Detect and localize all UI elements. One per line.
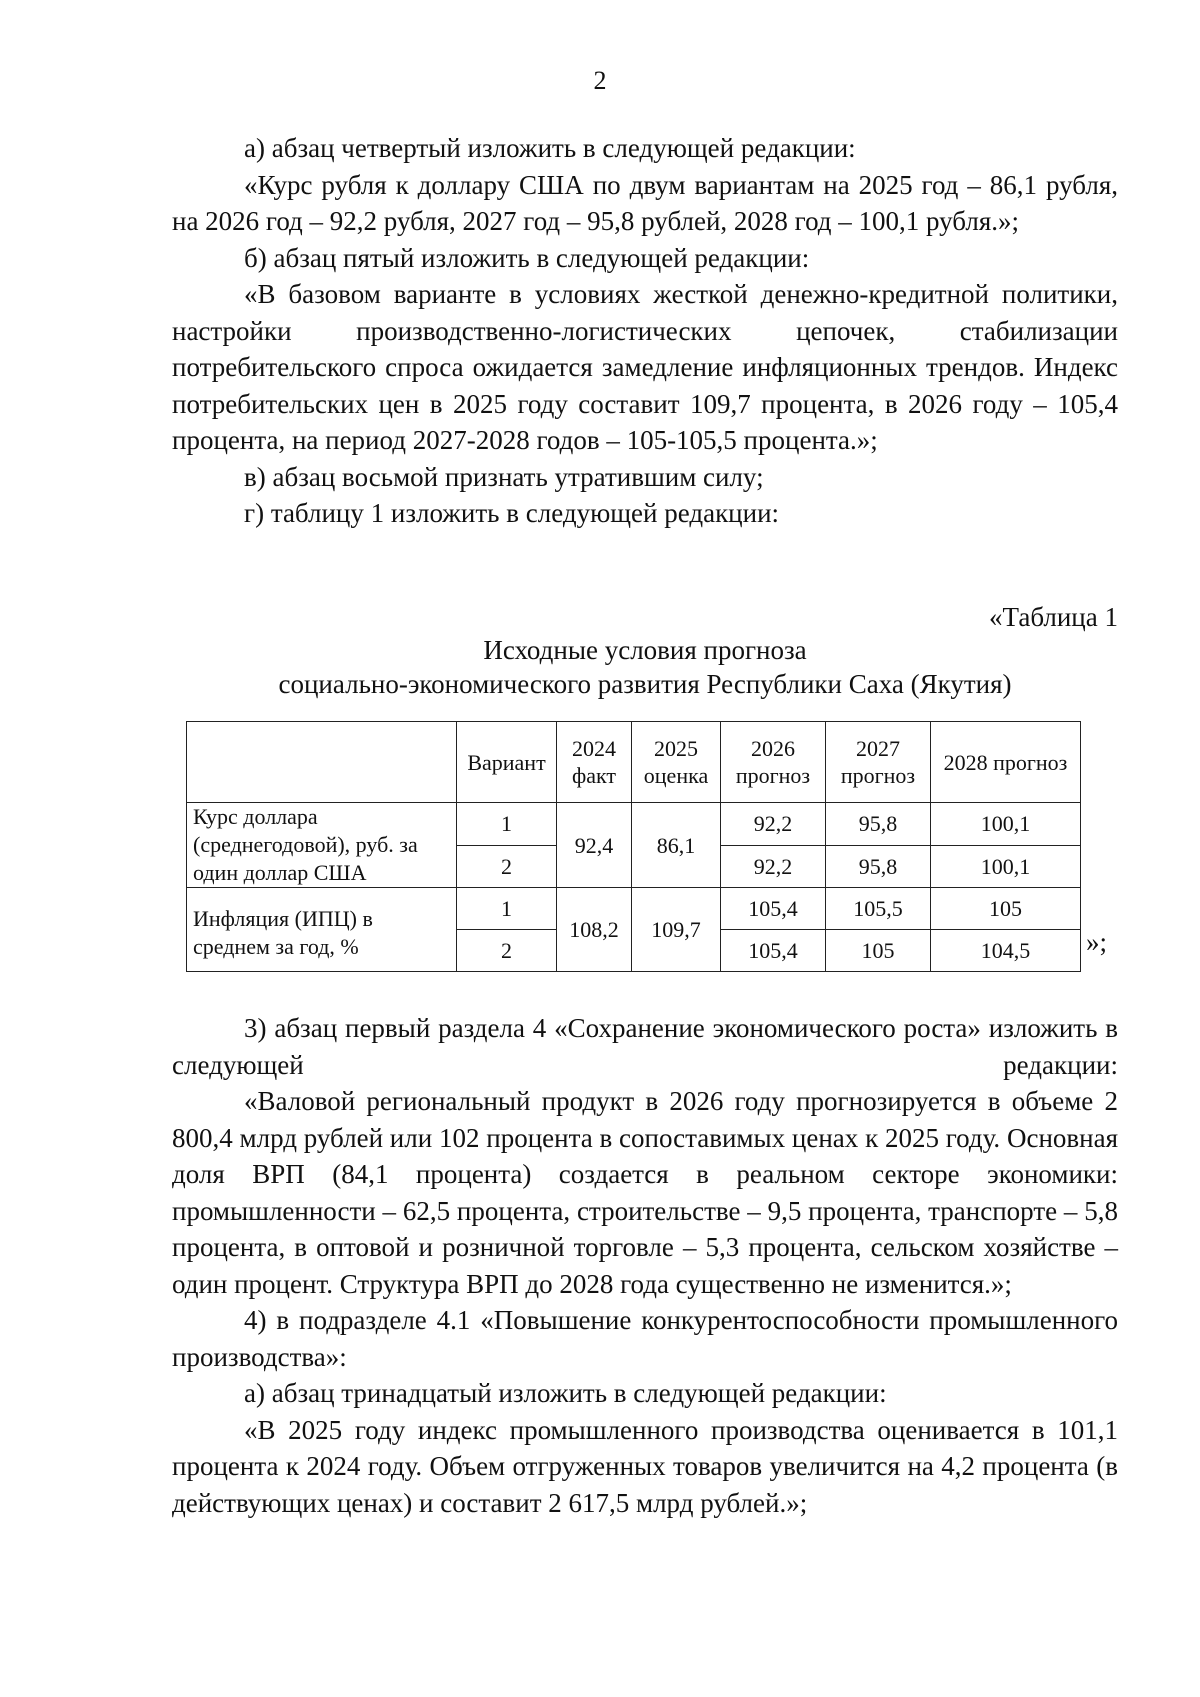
paragraph-a-fourth: а) абзац четвертый изложить в следующей редакции:: [244, 133, 856, 163]
table-closing-quote: »;: [1086, 927, 1108, 957]
cell-2026: 92,2: [721, 803, 826, 846]
cell-2028: 100,1: [931, 803, 1081, 846]
cell-2027: 105: [826, 930, 931, 972]
paragraph-section-4: 3) абзац первый раздела 4 «Сохранение экономического роста» изложить в следующей редакции:: [172, 1013, 1118, 1080]
paragraph-grp-quote: «Валовой региональный продукт в 2026 году прогнозируется в объеме 2 800,4 млрд рублей или 102 процента в сопоставимых ценах к 2025 году. Основная доля ВРП (84,1 процента) создается в реальном секторе экономики: промышленности – 62,5 процента, строительстве – 9,5 процента, транспорте – 5,8 процента, в оптовой и розничной торговле – 5,3 процента, сельском хозяйстве – один процент. Структура ВРП до 2028 года существенно не изменится.»;: [172, 1086, 1118, 1299]
header-2028: 2028 прогноз: [931, 722, 1081, 803]
cell-2027: 105,5: [826, 888, 931, 930]
table-row: [187, 888, 1081, 930]
cell-variant: 1: [457, 888, 557, 930]
paragraph-b-fifth: б) абзац пятый изложить в следующей редакции:: [244, 242, 810, 273]
table-row: [187, 803, 1081, 846]
cell-2025: 86,1: [632, 803, 721, 888]
paragraph-subsection-4-1: 4) в подразделе 4.1 «Повышение конкурентоспособности промышленного производства»:: [172, 1305, 1118, 1372]
header-2027: 2027 прогноз: [826, 722, 931, 803]
cell-2026: 92,2: [721, 845, 826, 888]
forecast-conditions-table: [186, 721, 1081, 972]
cell-2024: 108,2: [557, 888, 632, 972]
row-label-exchange-rate: Курс доллара (среднегодовой), руб. за один доллар США: [187, 803, 457, 888]
header-2024: 2024 факт: [557, 722, 632, 803]
table-title: [172, 633, 1118, 701]
cell-2028: 100,1: [931, 845, 1081, 888]
amendment-text-bottom: [172, 1010, 1118, 1521]
table-header-row: [187, 722, 1081, 803]
paragraph-a-thirteenth: а) абзац тринадцатый изложить в следующей редакции:: [244, 1378, 887, 1408]
cell-variant: 1: [457, 803, 557, 846]
cell-2028: 105: [931, 888, 1081, 930]
paragraph-v-eighth: в) абзац восьмой признать утратившим силу;: [244, 461, 764, 492]
cell-2026: 105,4: [721, 888, 826, 930]
paragraph-g-table: г) таблицу 1 изложить в следующей редакции:: [244, 498, 780, 528]
table-title-line-2: социально-экономического развития Республики Саха (Якутия): [278, 669, 1012, 699]
cell-2024: 92,4: [557, 803, 632, 888]
cell-2027: 95,8: [826, 803, 931, 846]
paragraph-industrial-quote: «В 2025 году индекс промышленного производства оценивается в 101,1 процента к 2024 году. Объем отгруженных товаров увеличится на 4,2 процента (в действующих ценах) и составит 2 617,5 млрд рублей.»;: [172, 1414, 1118, 1518]
table-label: «Таблица 1: [989, 602, 1118, 632]
page-number: 2: [593, 66, 607, 95]
header-variant: Вариант: [457, 722, 557, 803]
cell-variant: 2: [457, 845, 557, 888]
cell-2027: 95,8: [826, 845, 931, 888]
cell-2025: 109,7: [632, 888, 721, 972]
cell-variant: 2: [457, 930, 557, 972]
header-2026: 2026 прогноз: [721, 722, 826, 803]
paragraph-exchange-rate-quote: «Курс рубля к доллару США по двум вариантам на 2025 год – 86,1 рубля, на 2026 год – 92,2 рубля, 2027 год – 95,8 рублей, 2028 год – 100,1 рубля.»;: [172, 169, 1118, 236]
header-blank: [187, 722, 457, 803]
amendment-text-top: [172, 130, 1118, 532]
row-label-inflation: Инфляция (ИПЦ) в среднем за год, %: [187, 888, 457, 972]
header-2025: 2025 оценка: [632, 722, 721, 803]
cell-2028: 104,5: [931, 930, 1081, 972]
table-title-line-1: Исходные условия прогноза: [483, 635, 807, 665]
paragraph-inflation-quote: «В базовом варианте в условиях жесткой денежно-кредитной политики, настройки производственно-логистических цепочек, стабилизации потребительского спроса ожидается замедление инфляционных трендов. Индекс потребительских цен в 2025 году составит 109,7 процента, в 2026 году – 105,4 процента, на период 2027-2028 годов – 105-105,5 процента.»;: [172, 279, 1118, 455]
cell-2026: 105,4: [721, 930, 826, 972]
